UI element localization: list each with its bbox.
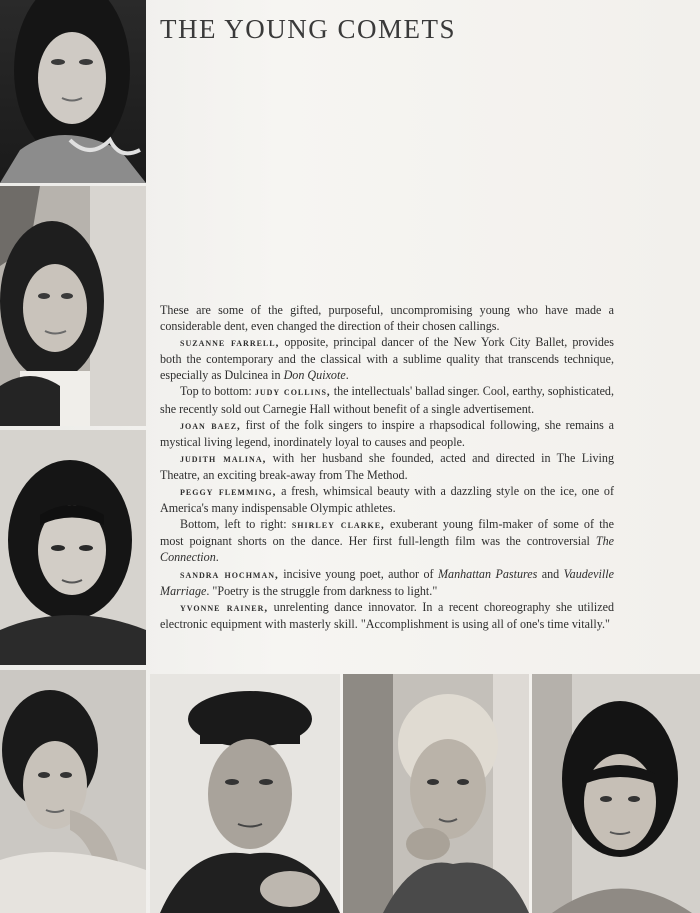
name-hochman: sandra hochman, <box>180 568 279 581</box>
paragraph-hochman: sandra hochman, incisive young poet, author of Manhattan Pastures and Vaudeville Marriage. "Poetry is the struggle from darkness to light." <box>160 566 614 598</box>
paragraph-baez: joan baez, first of the folk singers to inspire a rhapsodical following, she remains a mystical living legend, inordinately loyal to causes and people. <box>160 417 615 449</box>
name-baez: joan baez, <box>180 419 241 432</box>
work-title: Manhattan Pastures <box>437 566 538 581</box>
name-rainer: yvonne rainer, <box>180 601 269 614</box>
name-malina: judith malina, <box>180 452 267 465</box>
paragraph-rainer: yvonne rainer, unrelenting dance innovator. In a recent choreography she utilized electronic equipment with masterly skill. "Accomplishment is using all of one's time vitally." <box>160 599 614 631</box>
work-title: Vaudeville Marriage <box>160 566 614 598</box>
portrait-yvonne-rainer <box>532 674 700 913</box>
portrait-judith-malina <box>0 430 146 665</box>
portrait-judy-collins <box>0 0 146 183</box>
portrait-shirley-clarke <box>150 674 340 913</box>
name-clarke: shirley clarke, <box>291 519 385 532</box>
portrait-sandra-hochman <box>343 674 529 913</box>
work-title: The Connection <box>160 534 614 565</box>
name-farrell: suzanne farrell, <box>180 337 280 350</box>
paragraph-collins: Top to bottom: judy collins, the intellectuals' ballad singer. Cool, earthy, sophisticated, she recently sold out Carnegie Hall without benefit of a single advertisement. <box>160 384 615 416</box>
portrait-joan-baez <box>0 186 146 426</box>
page-title: THE YOUNG COMETS <box>160 14 456 44</box>
name-collins: judy collins, <box>254 386 331 399</box>
article-body <box>160 302 614 632</box>
paragraph-intro: These are some of the gifted, purposeful, uncompromising young who have made a considerable dent, even changed the direction of their chosen callings. <box>160 303 614 334</box>
paragraph-farrell: suzanne farrell, opposite, principal dancer of the New York City Ballet, provides both the contemporary and the classical with a sublime quality that transcends technique, especially as Dulcinea in Don Quixote. <box>160 335 614 383</box>
work-title: Don Quixote <box>283 368 346 383</box>
portrait-peggy-flemming <box>0 670 146 913</box>
paragraph-malina: judith malina, with her husband she founded, acted and directed in The Living Theatre, an exciting break-away from The Method. <box>160 450 614 482</box>
paragraph-flemming: peggy flemming, a fresh, whimsical beauty with a dazzling style on the ice, one of America's many indispensable Olympic athletes. <box>160 484 615 516</box>
paragraph-clarke: Bottom, left to right: shirley clarke, exuberant young film-maker of some of the most poignant shorts on the dance. Her first full-length film was the controversial The Connection. <box>160 517 614 565</box>
name-flemming: peggy flemming, <box>180 486 277 499</box>
